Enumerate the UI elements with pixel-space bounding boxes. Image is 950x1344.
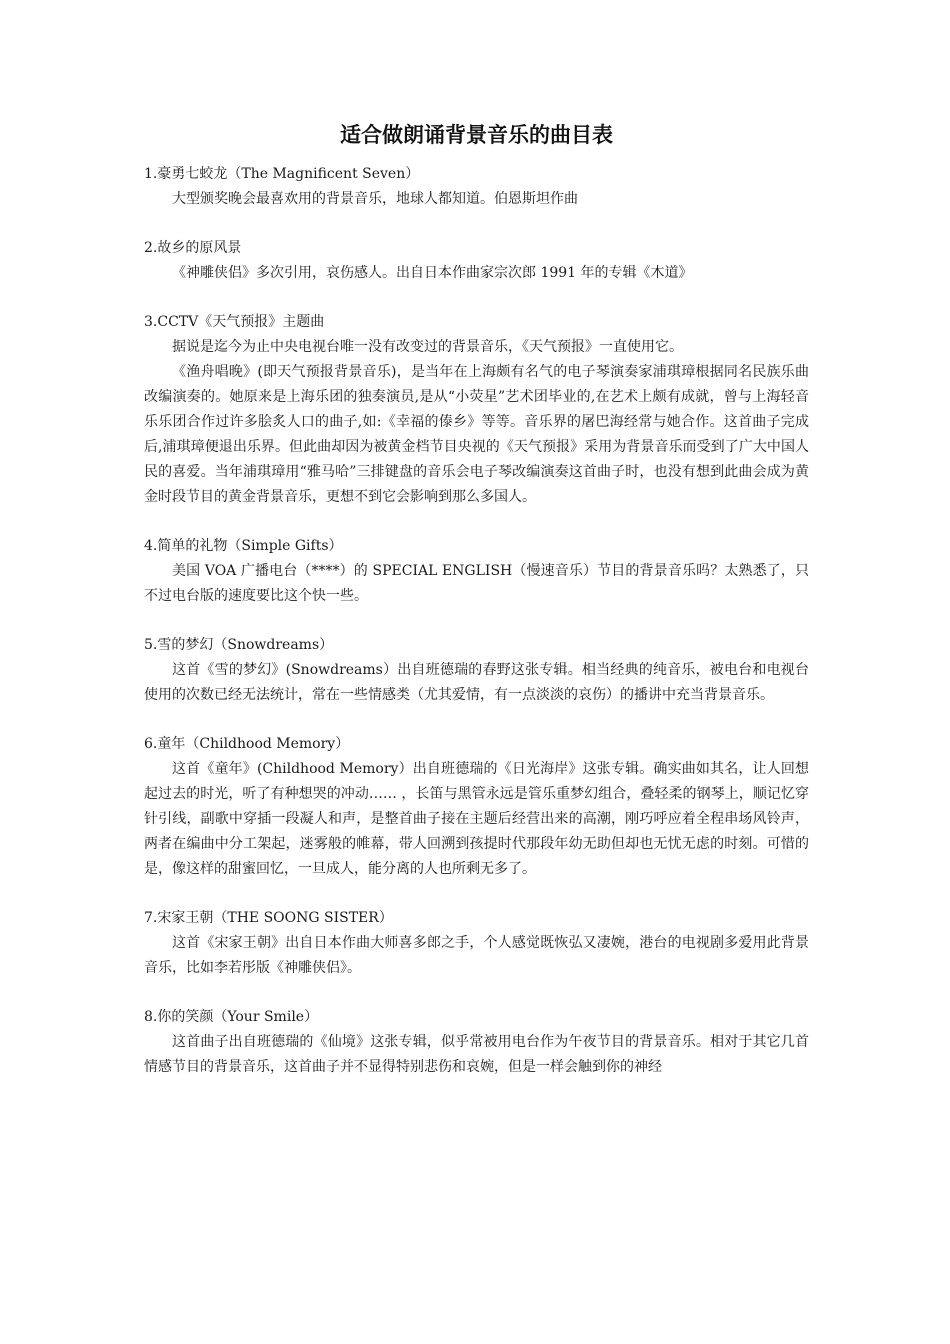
section-heading: 6.童年（Childhood Memory） [144, 736, 350, 752]
section-heading: 5.雪的梦幻（Snowdreams） [144, 637, 334, 653]
section-6 [144, 732, 809, 882]
section-4 [144, 534, 809, 609]
section-8 [144, 1005, 809, 1080]
section-paragraph: 这首《宋家王朝》出自日本作曲大师喜多郎之手，个人感觉既恢弘又凄婉，港台的电视剧多爱用此背景音乐，比如李若彤版《神雕侠侣》。 [144, 935, 809, 976]
section-2 [144, 236, 809, 286]
section-paragraph: 美国 VOA 广播电台（****）的 SPECIAL ENGLISH（慢速音乐）节目的背景音乐吗？太熟悉了，只不过电台版的速度要比这个快一些。 [144, 563, 809, 604]
section-3 [144, 310, 809, 510]
section-5 [144, 633, 809, 708]
document-page [144, 120, 809, 1104]
section-paragraph: 《神雕侠侣》多次引用，哀伤感人。出自日本作曲家宗次郎 1991 年的专辑《木道》 [172, 265, 693, 281]
section-paragraph: 这首《童年》(Childhood Memory）出自班德瑞的《日光海岸》这张专辑。确实曲如其名，让人回想起过去的时光，听了有种想哭的冲动…… ，长笛与黑管永远是管乐重梦幻组合，叠轻柔的钢琴上，顺记忆穿针引线，副歌中穿插一段凝人和声，是整首曲子接在主题后经营出来的高潮，刚巧呼应着全程串场风铃声，两者在编曲中分工架起，迷雾般的帷幕，带人回溯到孩提时代那段年幼无助但却也无忧无虑的时刻。可惜的是，像这样的甜蜜回忆，一旦成人，能分离的人也所剩无多了。 [144, 761, 809, 877]
section-paragraph: 《渔舟唱晚》(即天气预报背景音乐)，是当年在上海颇有名气的电子琴演奏家浦琪璋根据同名民族乐曲改编演奏的。她原来是上海乐团的独奏演员,是从“小荧星”艺术团毕业的,在艺术上颇有成就，曾与上海轻音乐乐团合作过许多脍炙人口的曲子,如:《幸福的傣乡》等等。音乐界的屠巴海经常与她合作。这首曲子完成后,浦琪璋便退出乐界。但此曲却因为被黄金档节目央视的《天气预报》采用为背景音乐而受到了广大中国人民的喜爱。当年浦琪璋用“雅马哈”三排键盘的音乐会电子琴改编演奏这首曲子时，也没有想到此曲会成为黄金时段节目的黄金背景音乐，更想不到它会影响到那么多国人。 [144, 364, 809, 505]
section-heading: 7.宋家王朝（THE SOONG SISTER） [144, 910, 393, 926]
section-heading: 3.CCTV《天气预报》主题曲 [144, 314, 325, 330]
section-heading: 1.豪勇七蛟龙（The Magnificent Seven） [144, 166, 420, 182]
section-7 [144, 906, 809, 981]
section-1 [144, 162, 809, 212]
section-paragraph: 这首《雪的梦幻》(Snowdreams）出自班德瑞的春野这张专辑。相当经典的纯音乐，被电台和电视台使用的次数已经无法统计，常在一些情感类（尤其爱情，有一点淡淡的哀伤）的播讲中充当背景音乐。 [144, 662, 809, 703]
section-paragraph: 这首曲子出自班德瑞的《仙境》这张专辑，似乎常被用电台作为午夜节目的背景音乐。相对于其它几首情感节目的背景音乐，这首曲子并不显得特别悲伤和哀婉，但是一样会触到你的神经 [144, 1034, 809, 1075]
section-heading: 2.故乡的原风景 [144, 240, 242, 256]
section-heading: 4.简单的礼物（Simple Gifts） [144, 538, 343, 554]
section-paragraph: 据说是迄今为止中央电视台唯一没有改变过的背景音乐，《天气预报》一直使用它。 [172, 339, 683, 355]
section-paragraph: 大型颁奖晚会最喜欢用的背景音乐，地球人都知道。伯恩斯坦作曲 [172, 191, 578, 207]
section-heading: 8.你的笑颜（Your Smile） [144, 1009, 319, 1025]
document-title: 适合做朗诵背景音乐的曲目表 [340, 123, 613, 147]
